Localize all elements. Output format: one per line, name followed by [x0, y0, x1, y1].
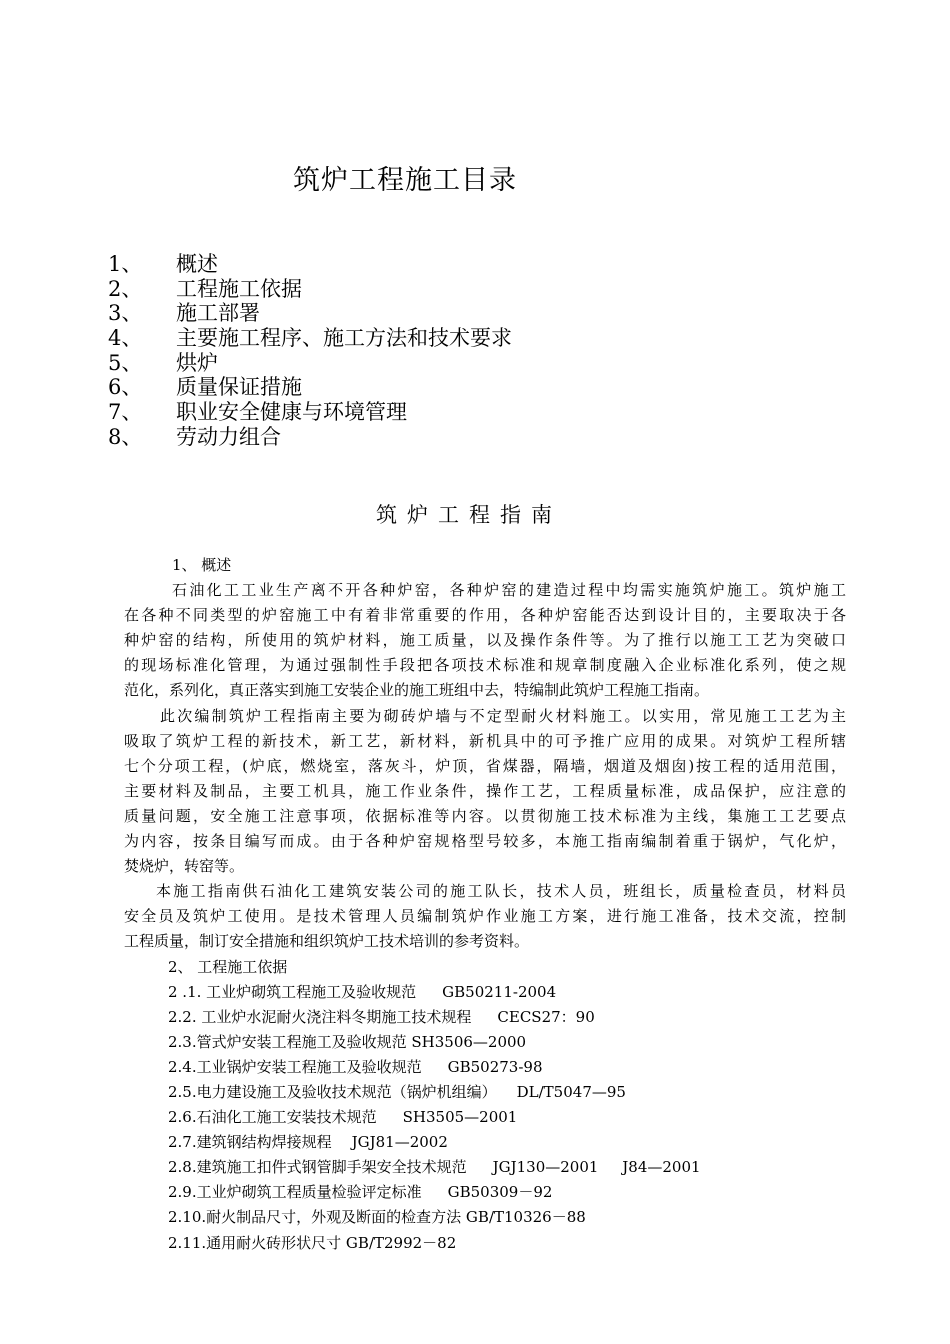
- standard-item: [124, 1080, 846, 1105]
- standard-name: 2.6.石油化工施工安装技术规范: [168, 1108, 377, 1127]
- section-heading: 1、 概述: [172, 556, 232, 574]
- standard-name: 2.7.建筑钢结构焊接规程: [168, 1133, 332, 1152]
- standard-name: 2.4.工业锅炉安装工程施工及验收规范: [168, 1057, 422, 1076]
- standard-code: JGJ81—2002: [351, 1133, 448, 1152]
- body-text: [124, 553, 846, 1256]
- paragraph-line: 主要材料及制品，主要工机具，施工作业条件，操作工艺，工程质量标准，成品保护，应注意的: [124, 781, 846, 800]
- toc-item: [108, 301, 708, 326]
- standard-name: 2 .1. 工业炉砌筑工程施工及验收规范: [168, 982, 417, 1001]
- standard-code: CECS27：90: [497, 1007, 595, 1026]
- standard-name: 2.2. 工业炉水泥耐火浇注料冬期施工技术规程: [168, 1007, 472, 1026]
- table-of-contents: [108, 252, 708, 450]
- standard-name: 2.3.管式炉安装工程施工及验收规范 SH3506—2000: [168, 1032, 527, 1051]
- paragraph-line: 焚烧炉，转窑等。: [124, 857, 245, 876]
- paragraph-line: 质量问题，安全施工注意事项，依据标准等内容。以贯彻施工技术标准为主线，集施工工艺要点: [124, 806, 846, 825]
- toc-number: 2、: [108, 276, 143, 301]
- standard-item: [124, 1130, 846, 1155]
- toc-item: [108, 277, 708, 302]
- toc-item: [108, 252, 708, 277]
- standard-code: GB50273-98: [447, 1057, 543, 1076]
- toc-number: 5、: [108, 350, 143, 375]
- toc-label: 主要施工程序、施工方法和技术要求: [176, 326, 512, 351]
- toc-label: 烘炉: [176, 350, 218, 375]
- standard-item: [124, 1030, 846, 1055]
- section-heading: 2、 工程施工依据: [168, 957, 288, 976]
- standard-item: [124, 1155, 846, 1180]
- standard-name: 2.10.耐火制品尺寸，外观及断面的检查方法 GB/T10326－88: [168, 1208, 586, 1227]
- paragraph-line: 七个分项工程，(炉底，燃烧室，落灰斗，炉顶，省煤器，隔墙，烟道及烟囱)按工程的适用范围，: [124, 756, 846, 775]
- paragraph-line: 为内容，按条目编写而成。由于各种炉窑规格型号较多，本施工指南编制着重于锅炉，气化炉，: [124, 832, 846, 851]
- toc-label: 工程施工依据: [176, 276, 302, 301]
- toc-number: 1、: [108, 252, 143, 276]
- standard-code: SH3505—2001: [402, 1108, 518, 1127]
- standard-code: GB50211-2004: [442, 982, 557, 1001]
- paragraph-line: 石油化工工业生产离不开各种炉窑，各种炉窑的建造过程中均需实施筑炉施工。筑炉施工: [172, 581, 846, 600]
- paragraph-line: 安全员及筑炉工使用。是技术管理人员编制筑炉作业施工方案，进行施工准备，技术交流，控制: [124, 907, 846, 926]
- standard-name: 2.8.建筑施工扣件式钢管脚手架安全技术规范: [168, 1158, 467, 1177]
- paragraph-line: 工程质量，制订安全措施和组织筑炉工技术培训的参考资料。: [124, 932, 530, 951]
- toc-item: [108, 351, 708, 376]
- paragraph-line: 在各种不同类型的炉窑施工中有着非常重要的作用，各种炉窑能否达到设计目的，主要取决于各: [124, 606, 846, 625]
- standard-item: [124, 1105, 846, 1130]
- standard-code: GB50309－92: [447, 1183, 553, 1202]
- toc-label: 概述: [176, 252, 218, 276]
- toc-number: 3、: [108, 301, 143, 326]
- standard-code: DL/T5047—95: [516, 1082, 626, 1101]
- standard-name: 2.9.工业炉砌筑工程质量检验评定标准: [168, 1183, 422, 1202]
- paragraph-line: 范化，系列化，真正落实到施工安装企业的施工班组中去，特编制此筑炉工程施工指南。: [124, 681, 710, 700]
- toc-number: 8、: [108, 424, 143, 449]
- standard-name: 2.11.通用耐火砖形状尺寸 GB/T2992－82: [168, 1233, 457, 1252]
- paragraph-line: 本施工指南供石油化工建筑安装公司的施工队长，技术人员，班组长，质量检查员，材料员: [156, 882, 846, 901]
- standard-item: [124, 1055, 846, 1080]
- standard-name: 2.5.电力建设施工及验收技术规范（锅炉机组编）: [168, 1082, 497, 1101]
- toc-item: [108, 375, 708, 400]
- toc-number: 6、: [108, 375, 143, 400]
- toc-item: [108, 425, 708, 450]
- paragraph-line: 种炉窑的结构，所使用的筑炉材料，施工质量，以及操作条件等。为了推行以施工工艺为突破口: [124, 631, 846, 650]
- paragraph-line: 吸取了筑炉工程的新技术，新工艺，新材料，新机具中的可予推广应用的成果。对筑炉工程所辖: [124, 731, 846, 750]
- standard-code: JGJ130—2001 J84—2001: [492, 1158, 701, 1177]
- toc-item: [108, 326, 708, 351]
- toc-label: 质量保证措施: [176, 375, 302, 400]
- paragraph-line: 的现场标准化管理，为通过强制性手段把各项技术标准和规章制度融入企业标准化系列，使之规: [124, 656, 846, 675]
- guide-title: 筑炉工程指南: [376, 503, 562, 527]
- toc-label: 职业安全健康与环境管理: [176, 400, 407, 425]
- toc-label: 劳动力组合: [176, 424, 281, 449]
- standard-item: [124, 980, 846, 1005]
- toc-item: [108, 400, 708, 425]
- toc-number: 4、: [108, 326, 143, 351]
- standard-item: [124, 1231, 846, 1256]
- toc-label: 施工部署: [176, 301, 260, 326]
- toc-number: 7、: [108, 400, 143, 425]
- document-title: 筑炉工程施工目录: [293, 165, 517, 196]
- standard-item: [124, 1205, 846, 1230]
- standard-item: [124, 1180, 846, 1205]
- paragraph-line: 此次编制筑炉工程指南主要为砌砖炉墙与不定型耐火材料施工。以实用，常见施工工艺为主: [160, 706, 846, 725]
- standard-item: [124, 1005, 846, 1030]
